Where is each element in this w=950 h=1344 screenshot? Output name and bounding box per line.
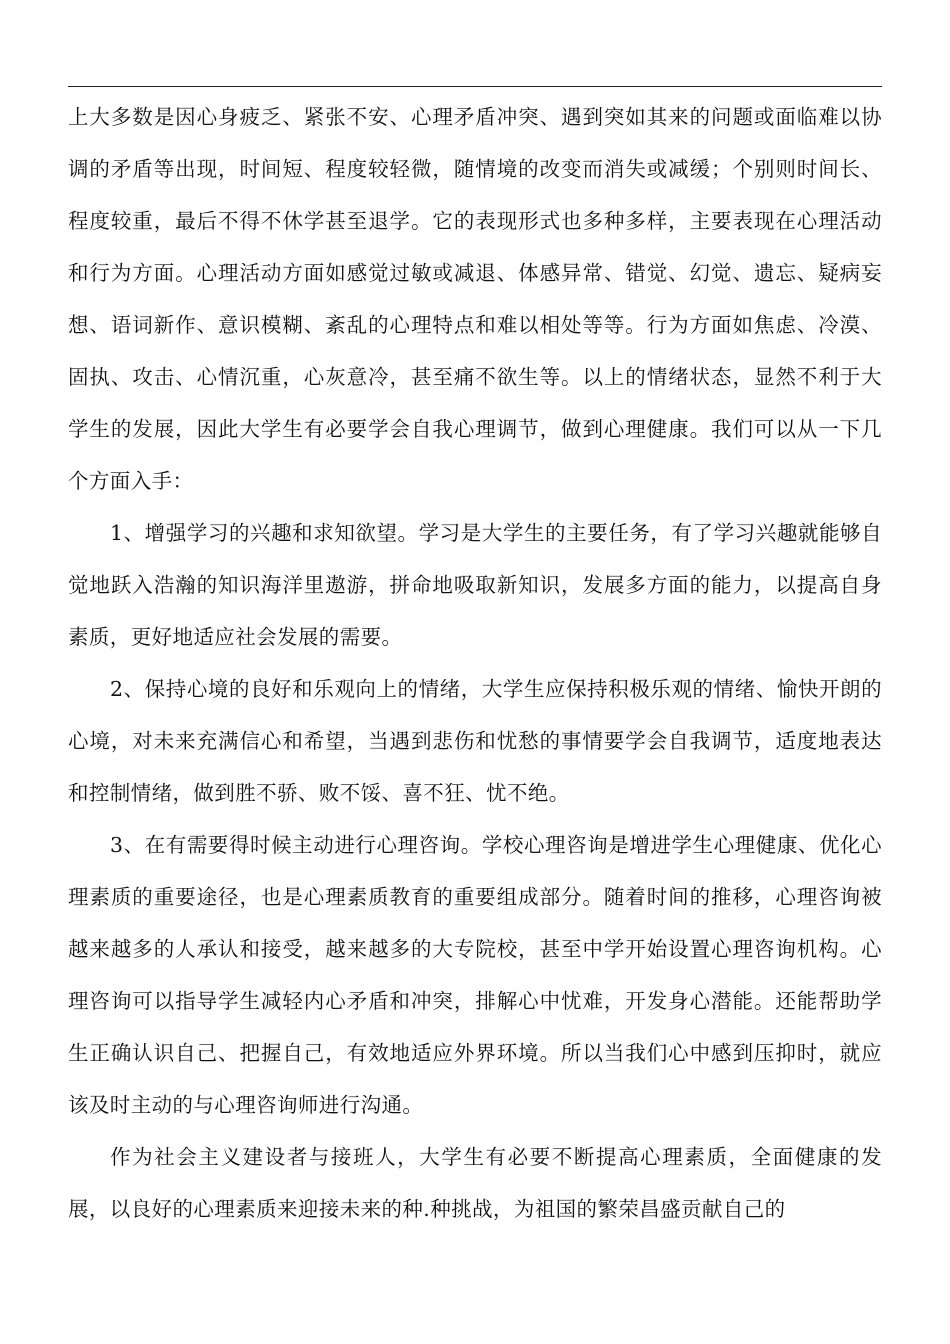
paragraph-conclusion: 作为社会主义建设者与接班人，大学生有必要不断提高心理素质，全面健康的发展，以良好的心理素质来迎接未来的种.种挑战，为祖国的繁荣昌盛贡献自己的 [68,1145,882,1221]
paragraph-continuation: 上大多数是因心身疲乏、紧张不安、心理矛盾冲突、遇到突如其来的问题或面临难以协调的矛盾等出现，时间短、程度较轻微，随情境的改变而消失或减缓；个别则时间长、程度较重，最后不得不休学甚至退学。它的表现形式也多种多样，主要表现在心理活动和行为方面。心理活动方面如感觉过敏或减退、体感异常、错觉、幻觉、遗忘、疑病妄想、语词新作、意识模糊、紊乱的心理特点和难以相处等等。行为方面如焦虑、冷漠、固执、攻击、心情沉重，心灰意冷，甚至痛不欲生等。以上的情绪状态，显然不利于大学生的发展，因此大学生有必要学会自我心理调节，做到心理健康。我们可以从一下几个方面入手： [68,105,882,493]
document-page [68,86,882,1235]
header-rule [68,86,882,87]
paragraph-item-1: 1、增强学习的兴趣和求知欲望。学习是大学生的主要任务，有了学习兴趣就能够自觉地跃入浩瀚的知识海洋里遨游，拼命地吸取新知识，发展多方面的能力，以提高自身素质，更好地适应社会发展的需要。 [68,521,882,649]
paragraph-item-2: 2、保持心境的良好和乐观向上的情绪，大学生应保持积极乐观的情绪、愉快开朗的心境，对未来充满信心和希望，当遇到悲伤和忧愁的事情要学会自我调节，适度地表达和控制情绪，做到胜不骄、败不馁、喜不狂、忧不绝。 [68,677,882,805]
paragraph-item-3: 3、在有需要得时候主动进行心理咨询。学校心理咨询是增进学生心理健康、优化心理素质的重要途径，也是心理素质教育的重要组成部分。随着时间的推移，心理咨询被越来越多的人承认和接受，越来越多的大专院校，甚至中学开始设置心理咨询机构。心理咨询可以指导学生减轻内心矛盾和冲突，排解心中忧难，开发身心潜能。还能帮助学生正确认识自己、把握自己，有效地适应外界环境。所以当我们心中感到压抑时，就应该及时主动的与心理咨询师进行沟通。 [68,833,882,1117]
